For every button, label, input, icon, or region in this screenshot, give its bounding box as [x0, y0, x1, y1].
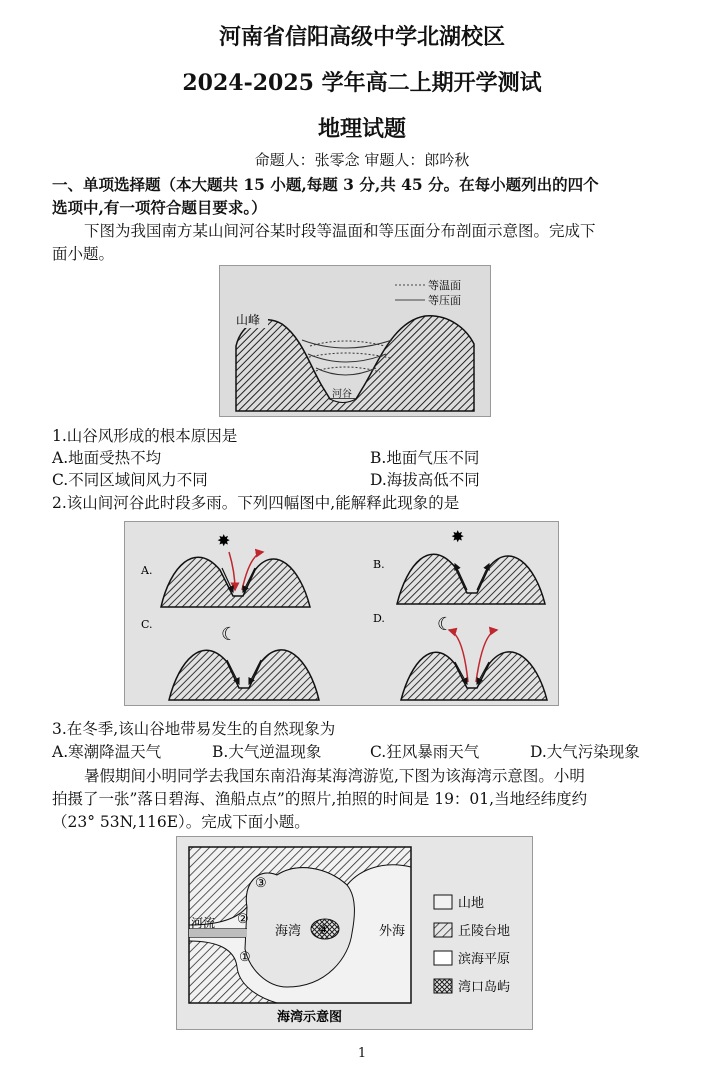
option-c-label: C.	[141, 618, 153, 631]
legend-plain: 滨海平原	[458, 952, 511, 967]
option-a-label: A.	[141, 564, 153, 577]
legend-hills: 丘陵台地	[458, 924, 511, 939]
section-title-line2: 选项中,有一项符合题目要求。）	[52, 198, 267, 217]
page-number: 1	[357, 1046, 367, 1061]
school-title: 河南省信阳高级中学北湖校区	[218, 24, 505, 50]
sun-icon-b: ✸	[451, 527, 465, 546]
mountain-shape	[236, 316, 474, 411]
marker-4: ④	[318, 923, 330, 938]
peak-label: 山峰	[236, 313, 261, 327]
marker-1: ①	[239, 950, 251, 965]
bay-map-figure	[176, 836, 533, 1030]
intro2-line1: 暑假期间小明同学去我国东南沿海某海湾游览,下图为该海湾示意图。小明	[84, 767, 585, 785]
mountains-b	[397, 554, 545, 604]
legend-swatch-mountain	[434, 895, 452, 909]
exam-title: 2024-2025 学年高二上期开学测试	[182, 70, 542, 96]
wind-options-svg	[125, 522, 558, 705]
q3-option-a: A.寒潮降温天气	[52, 743, 162, 761]
isotherm-line-3	[312, 367, 380, 372]
bay-map-svg	[177, 837, 532, 1029]
marker-3: ③	[255, 876, 267, 891]
q3-option-d: D.大气污染现象	[530, 743, 640, 761]
intro2-line2: 拍摄了一张”落日碧海、渔船点点”的照片,拍照的时间是 19：01,当地经纬度约	[52, 790, 588, 808]
valley-label: 河谷	[332, 389, 352, 400]
legend-swatch-hills	[434, 923, 452, 937]
q1-option-c: C.不同区域间风力不同	[52, 471, 208, 489]
q2-stem: 2.该山间河谷此时段多雨。下列四幅图中,能解释此现象的是	[52, 494, 460, 512]
mountains-a	[161, 557, 310, 607]
section-title-line1: 一、单项选择题（本大题共 15 小题,每题 3 分,共 45 分。在每小题列出的四个	[52, 175, 599, 194]
isobar-legend-label: 等压面	[428, 294, 461, 307]
river-channel	[189, 929, 247, 937]
q3-option-c: C.狂风暴雨天气	[370, 743, 480, 761]
outer-sea-label: 外海	[379, 924, 406, 939]
legend-island: 湾口岛屿	[458, 980, 511, 995]
legend-mountain: 山地	[458, 896, 485, 911]
intro1-line2: 面小题。	[52, 245, 115, 263]
map-caption: 海湾示意图	[277, 1010, 343, 1025]
authors-line: 命题人：张零念 审题人：郎吟秋	[254, 151, 470, 169]
q3-stem: 3.在冬季,该山谷地带易发生的自然现象为	[52, 720, 336, 738]
subject-title: 地理试题	[317, 116, 406, 142]
isotherm-legend-label: 等温面	[428, 279, 461, 292]
moon-icon-c: ☾	[221, 624, 238, 645]
q1-option-d: D.海拔高低不同	[370, 471, 480, 489]
river-label: 河流	[191, 916, 216, 930]
valley-profile-svg	[220, 266, 490, 416]
legend-swatch-plain	[434, 951, 452, 965]
sun-icon-a: ✸	[217, 531, 231, 550]
intro1-line1: 下图为我国南方某山间河谷某时段等温面和等压面分布剖面示意图。完成下	[84, 222, 596, 240]
valley-profile-figure	[219, 265, 491, 417]
marker-2: ②	[237, 912, 249, 927]
q1-stem: 1.山谷风形成的根本原因是	[52, 427, 238, 445]
legend-swatch-island	[434, 979, 452, 993]
intro2-line3: （23° 53N,116E）。完成下面小题。	[52, 813, 310, 831]
moon-icon-d: ☾	[437, 614, 454, 635]
q1-option-a: A.地面受热不均	[52, 449, 162, 467]
q1-option-b: B.地面气压不同	[370, 449, 480, 467]
wind-options-figure	[124, 521, 559, 706]
mountains-d	[401, 652, 547, 700]
mountains-c	[169, 650, 319, 700]
option-d-label: D.	[373, 612, 385, 625]
bay-label: 海湾	[275, 924, 302, 939]
q3-option-b: B.大气逆温现象	[212, 743, 322, 761]
option-b-label: B.	[373, 558, 385, 571]
